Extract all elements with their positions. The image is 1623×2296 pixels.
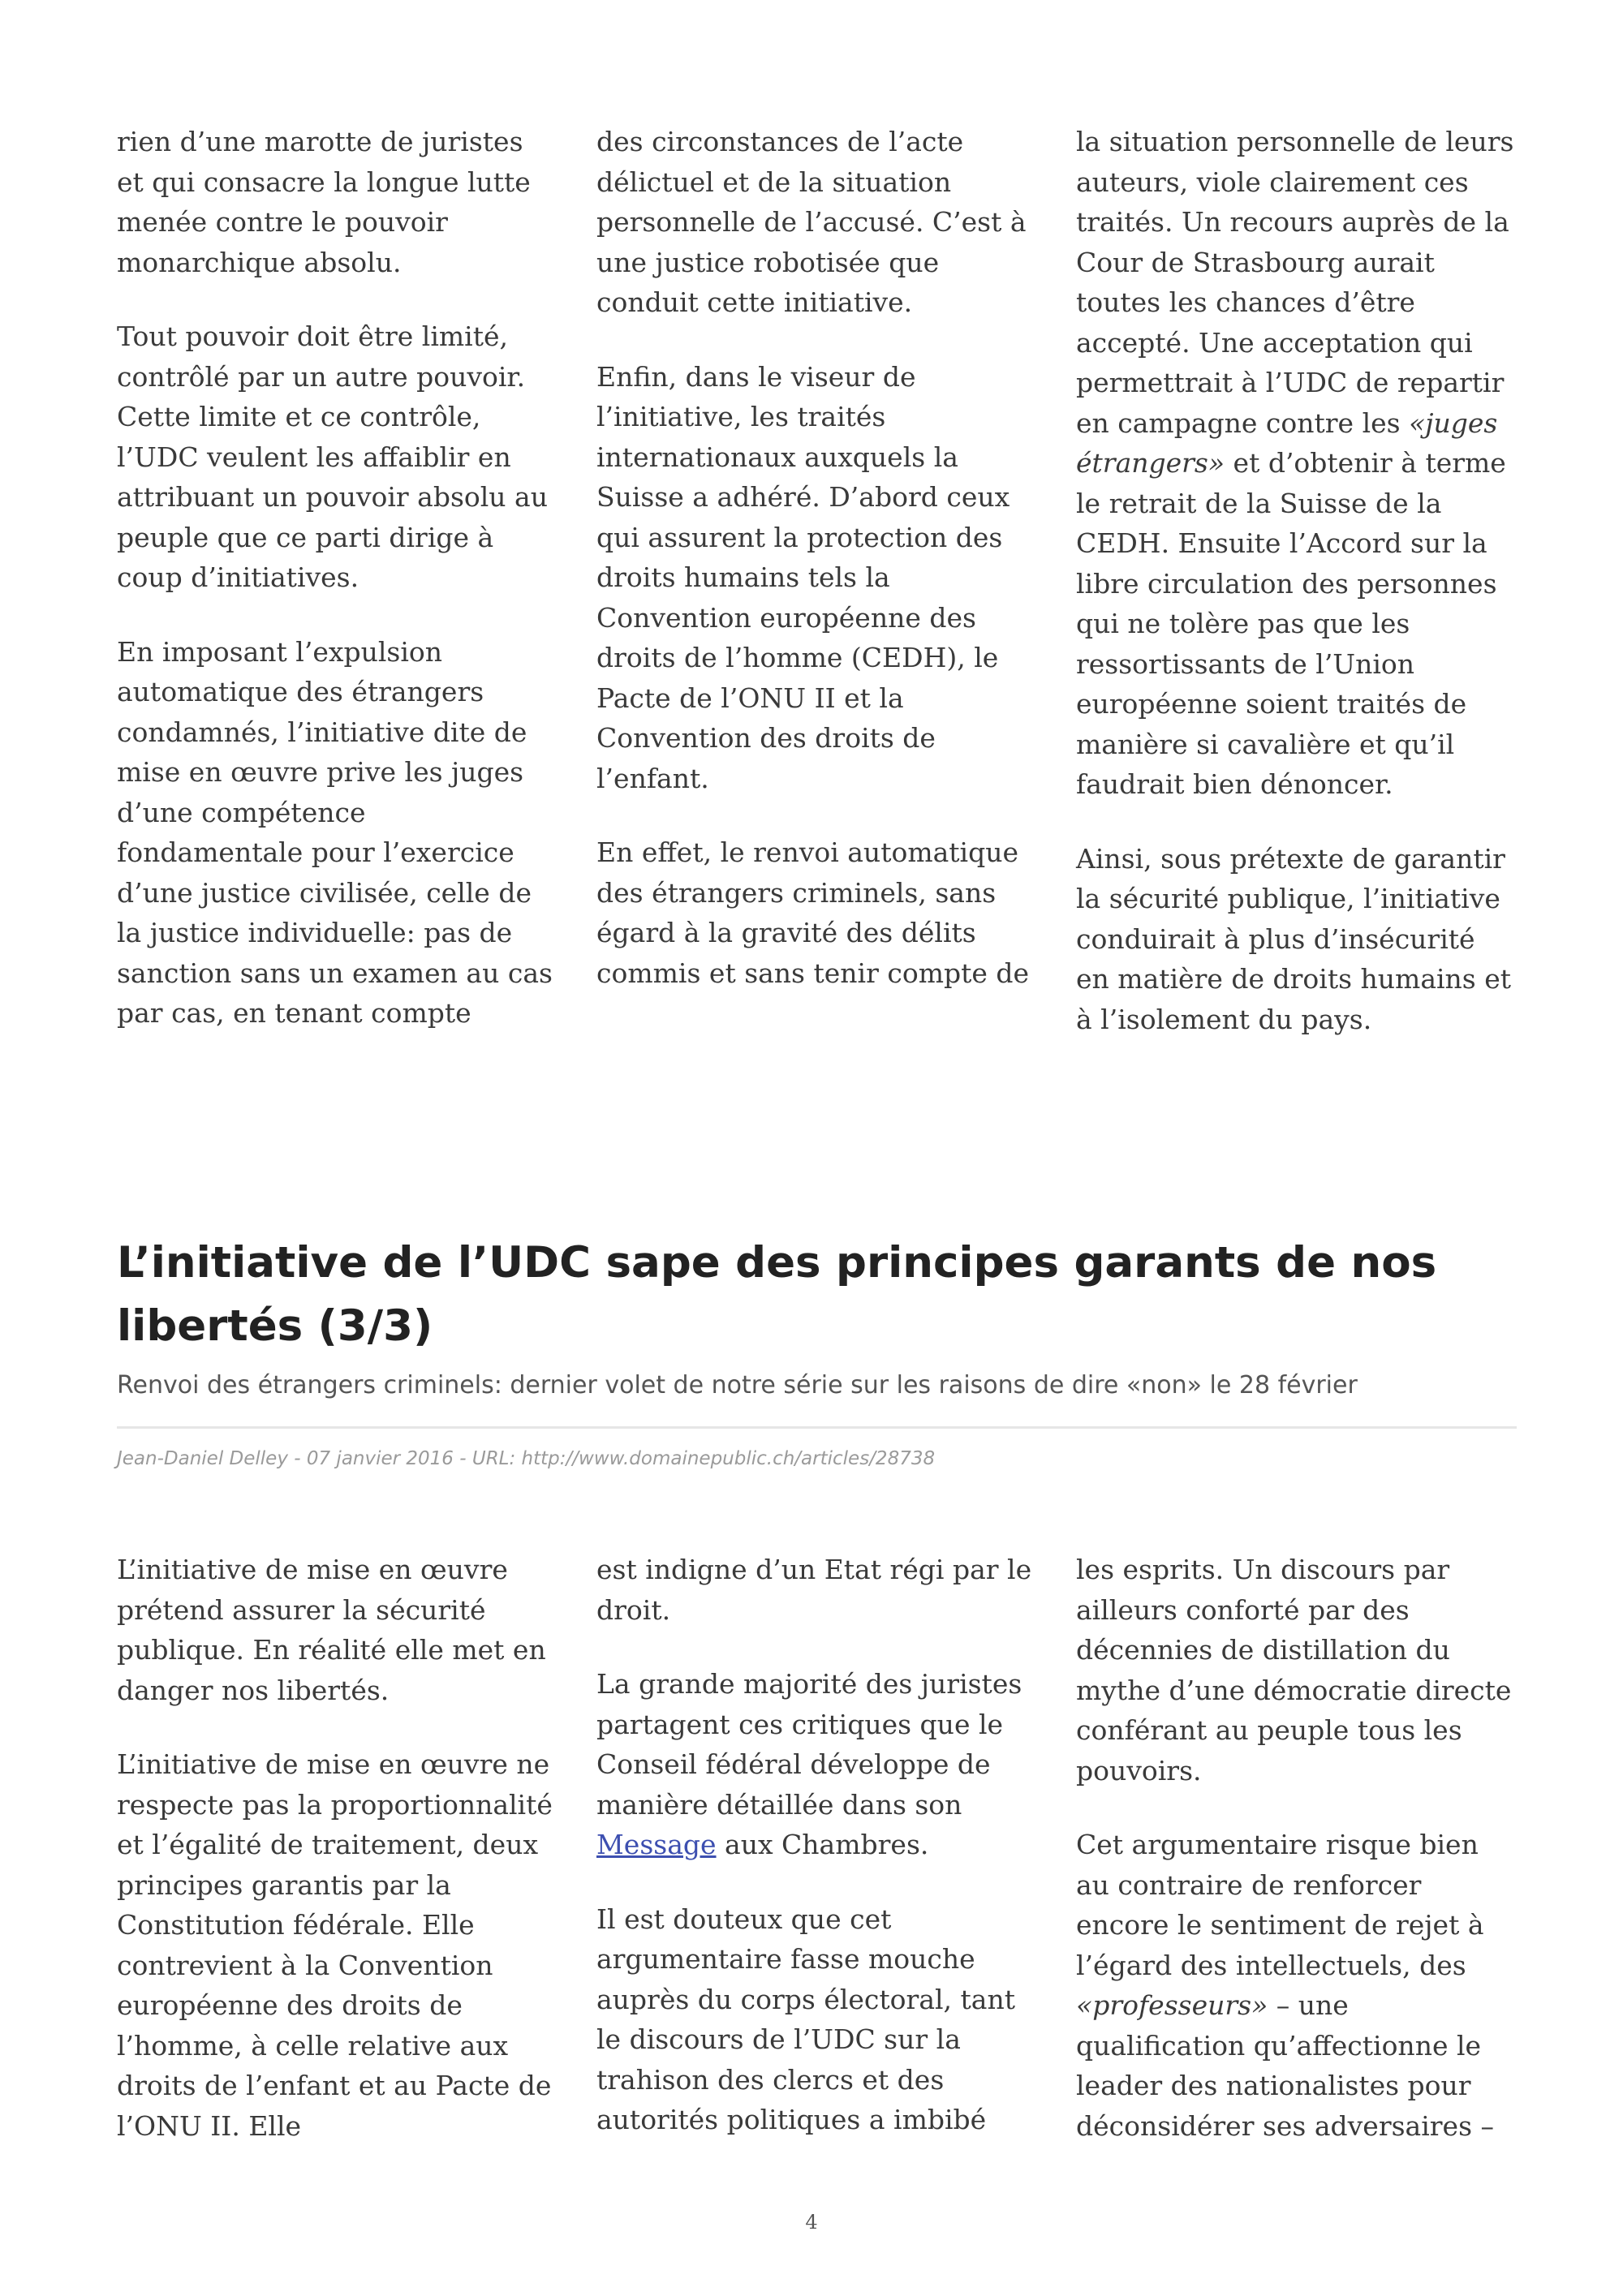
text-run: La grande majorité des juristes partagent ces critiques que le Conseil fédéral développe de manière détaillée dans son (596, 1668, 1022, 1821)
paragraph: L’initiative de mise en œuvre ne respecte pas la proportionnalité et l’égalité de traitement, deux principes garantis par la Constitution fédérale. Elle contrevient à la Convention européenne des droits de l’homme, à celle relative aux droits de l’enfant et au Pacte de l’ONU II. Elle (117, 1748, 553, 2142)
text-run: – une qualification qu’affectionne le leader des nationalistes pour déconsidérer ses adversaires – (1076, 1989, 1494, 2142)
paragraph: les esprits. Un discours par ailleurs conforté par des décennies de distillation du mythe d’une démocratie directe conférant au peuple tous les pouvoirs. (1076, 1554, 1512, 1786)
text-run: la situation personnelle de leurs auteurs, viole clairement ces traités. Un recours auprès de la Cour de Strasbourg aurait toutes les chances d’être accepté. Une acceptation qui permettrait à l’UDC de repartir en campagne contre les (1076, 126, 1514, 439)
paragraph: En effet, le renvoi automatique des étrangers criminels, sans égard à la gravité des délits commis et sans tenir compte de (596, 836, 1030, 989)
paragraph (596, 1664, 1035, 1865)
text-column-3 (1076, 122, 1515, 1039)
paragraph: est indigne d’un Etat régi par le droit. (596, 1554, 1032, 1626)
article-title: L’initiative de l’UDC sape des principes garants de nos libertés (3/3) (117, 1238, 1437, 1351)
paragraph: des circonstances de l’acte délictuel et de la situation personnelle de l’accusé. C’est à une justice robotisée que conduit cette initiative. (596, 126, 1027, 318)
quote-italic: «professeurs» (1076, 1989, 1268, 2021)
text-column-2 (596, 1550, 1035, 2146)
paragraph (1076, 1825, 1515, 2146)
text-column-1 (117, 1550, 556, 2146)
paragraph: En imposant l’expulsion automatique des étrangers condamnés, l’initiative dite de mise en œuvre prive les juges d’une compétence fondamentale pour l’exercice d’une justice civilisée, celle de la justice individuelle: pas de sanction sans un examen au cas par cas, en tenant compte (117, 635, 553, 1029)
paragraph: Enfin, dans le viseur de l’initiative, les traités internationaux auxquels la Suisse a adhéré. D’abord ceux qui assurent la protection des droits humains tels la Convention européenne des droits de l’homme (CEDH), le Pacte de l’ONU II et la Convention des droits de l’enfant. (596, 360, 1010, 794)
text-column-1 (117, 122, 556, 1039)
paragraph: Ainsi, sous prétexte de garantir la sécurité publique, l’initiative conduirait à plus d’insécurité en matière de droits humains et à l’isolement du pays. (1076, 842, 1512, 1035)
paragraph: rien d’une marotte de juristes et qui consacre la longue lutte menée contre le pouvoir monarchique absolu. (117, 126, 531, 278)
text-run: aux Chambres. (716, 1829, 929, 1860)
paragraph (1076, 122, 1515, 805)
message-link[interactable]: Message (596, 1829, 717, 1860)
article-header (117, 1232, 1517, 1471)
text-column-3 (1076, 1550, 1515, 2146)
article-meta: Jean-Daniel Delley - 07 janvier 2016 - URL: http://www.domainepublic.ch/articles/28738 (117, 1448, 936, 1469)
text-column-2 (596, 122, 1035, 1039)
paragraph: Il est douteux que cet argumentaire fasse mouche auprès du corps électoral, tant le discours de l’UDC sur la trahison des clercs et des autorités politiques a imbibé (596, 1903, 1015, 2135)
quote-italic: «juges étrangers» (1076, 406, 1498, 479)
previous-article-columns (117, 122, 1517, 1039)
paragraph: L’initiative de mise en œuvre prétend assurer la sécurité publique. En réalité elle met en danger nos libertés. (117, 1554, 546, 1706)
article-subtitle: Renvoi des étrangers criminels: dernier volet de notre série sur les raisons de dire «non» le 28 février (117, 1371, 1358, 1400)
paragraph: Tout pouvoir doit être limité, contrôlé par un autre pouvoir. Cette limite et ce contrôle, l’UDC veulent les affaiblir en attribuant un pouvoir absolu au peuple que ce parti dirige à coup d’initiatives. (117, 320, 548, 593)
text-run: et d’obtenir à terme le retrait de la Suisse de la CEDH. Ensuite l’Accord sur la libre circulation des personnes qui ne tolère pas que les ressortissants de l’Union européenne soient traités de manière si cavalière et qu’il faudrait bien dénoncer. (1076, 447, 1506, 800)
article-columns (117, 1550, 1517, 2146)
page-number: 4 (805, 2211, 818, 2234)
divider (117, 1426, 1517, 1429)
text-run: Cet argumentaire risque bien au contraire de renforcer encore le sentiment de rejet à l’égard des intellectuels, des (1076, 1829, 1484, 1981)
